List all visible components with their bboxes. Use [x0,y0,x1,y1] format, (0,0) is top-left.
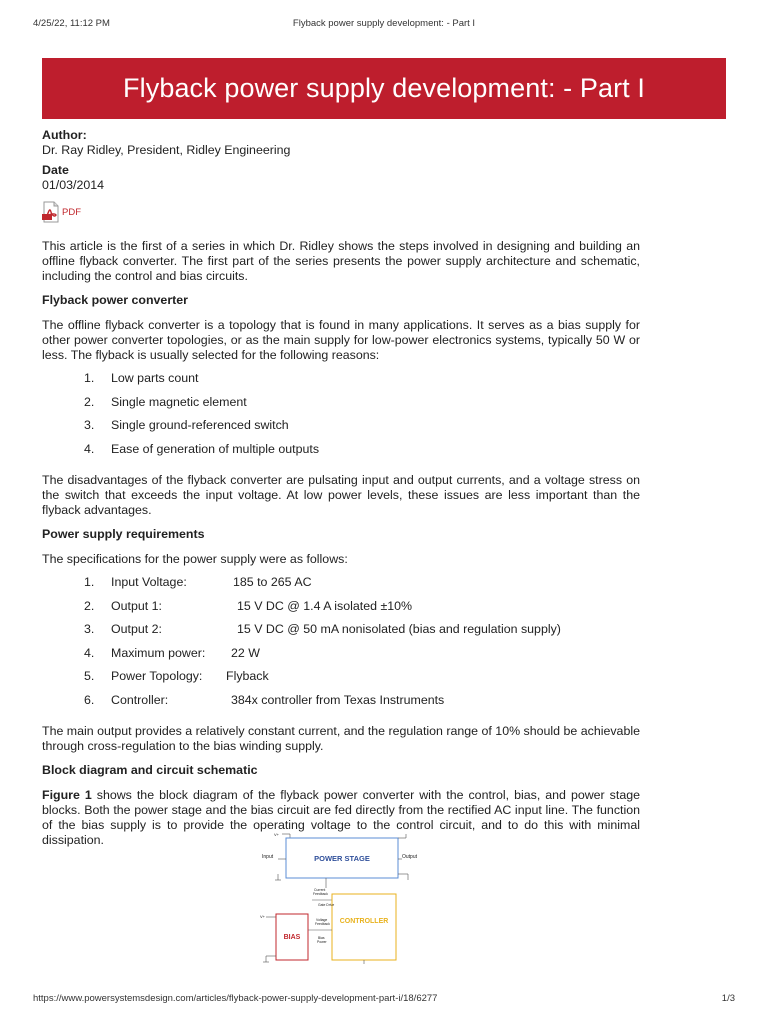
pdf-link-text[interactable]: PDF [62,206,81,218]
fig-voltage-feedback-2: Feedback [315,922,330,926]
fig-gate-drive: Gate Drive [318,903,335,907]
bias-label: BIAS [283,934,301,941]
date-value: 01/03/2014 [42,178,105,192]
flyback-paragraph: The offline flyback converter is a topology that is found in many applications. It serves as a bias supply for other power converter topologies, or as the main supply for low-power electronics systems, typically 50 W or less. The flyback is usually selected for the following reasons: [42,318,640,362]
figure-description-paragraph: Figure 1 shows the block diagram of the flyback power converter with the control, bias, and power stage blocks. Both the power stage and the bias circuit are fed directly from the rectified AC input line. The function of the bias supply is to provide the operating voltage to the control circuit, and to do this with minimal dissipation. [42,788,640,847]
fig-vplus-bias: V+ [260,914,266,919]
controller-label: CONTROLLER [339,918,389,925]
pdf-icon [42,201,60,223]
list-item: 1. Input Voltage: 185 to 265 AC [84,575,312,589]
print-header [33,18,735,32]
list-item: 3. Output 2: 15 V DC @ 50 mA nonisolated (bias and regulation supply) [84,622,561,636]
fig-current-feedback-2: Feedback [313,892,328,896]
power-stage-label: POWER STAGE [314,854,370,863]
fig-voltage-feedback-1: Voltage [316,918,328,922]
heading-flyback-power-converter: Flyback power converter [42,293,188,307]
fig-current-feedback-1: Current [314,888,326,892]
date-label: Date [42,163,69,177]
list-item: 4. Maximum power: 22 W [84,645,260,660]
intro-paragraph: This article is the first of a series in which Dr. Ridley shows the steps involved in designing and building an offline flyback converter. The first part of the series presents the power supply architecture and schematic, including the control and bias circuits. [42,239,640,283]
article-body [42,126,640,848]
list-item: 6. Controller: 384x controller from Texas Instruments [84,692,445,707]
fig-bias-power-2: Power [317,940,327,944]
figure-reference: Figure 1 [42,788,92,802]
specs-list [42,575,640,716]
fig-output-label: Output [402,854,418,860]
print-timestamp: 4/25/22, 11:12 PM [33,18,110,29]
print-page-title: Flyback power supply development: - Part I [292,18,476,29]
print-page-number: 1/3 [721,993,735,1004]
author-label: Author: [42,128,87,142]
fig-bias-power-1: Bias [318,936,325,940]
pdf-download-link[interactable] [42,201,640,223]
list-item: 1. Low parts count [84,371,199,385]
list-item: 2. Single magnetic element [84,394,247,409]
article-title: Flyback power supply development: - Part I [123,73,645,103]
fig-input-label: Input [262,854,274,860]
list-item: 3. Single ground-referenced switch [84,418,289,432]
main-output-paragraph: The main output provides a relatively constant current, and the regulation range of 10% should be achievable through cross-regulation to the bias winding supply. [42,724,640,753]
list-item: 4. Ease of generation of multiple outputs [84,441,320,456]
specs-intro-paragraph: The specifications for the power supply were as follows: [42,552,348,566]
disadvantages-paragraph: The disadvantages of the flyback converter are pulsating input and output currents, and a voltage stress on the switch that exceeds the input voltage. At low power levels, these issues are less important than the flyback advantages. [42,473,640,517]
heading-block-diagram: Block diagram and circuit schematic [42,763,258,777]
fig-vplus-top: V+ [274,832,280,837]
controller-block [332,894,396,960]
list-item: 2. Output 1: 15 V DC @ 1.4 A isolated ±10% [84,598,413,613]
heading-power-supply-requirements: Power supply requirements [42,527,205,541]
reasons-list [42,371,640,465]
block-diagram-figure [258,830,428,965]
author-value: Dr. Ray Ridley, President, Ridley Engineering [42,143,291,157]
list-item: 5. Power Topology: Flyback [84,669,269,683]
print-url: https://www.powersystemsdesign.com/articles/flyback-power-supply-development-part-i/18/6277 [33,993,438,1004]
article-title-banner [42,58,726,119]
print-footer [33,993,735,1007]
